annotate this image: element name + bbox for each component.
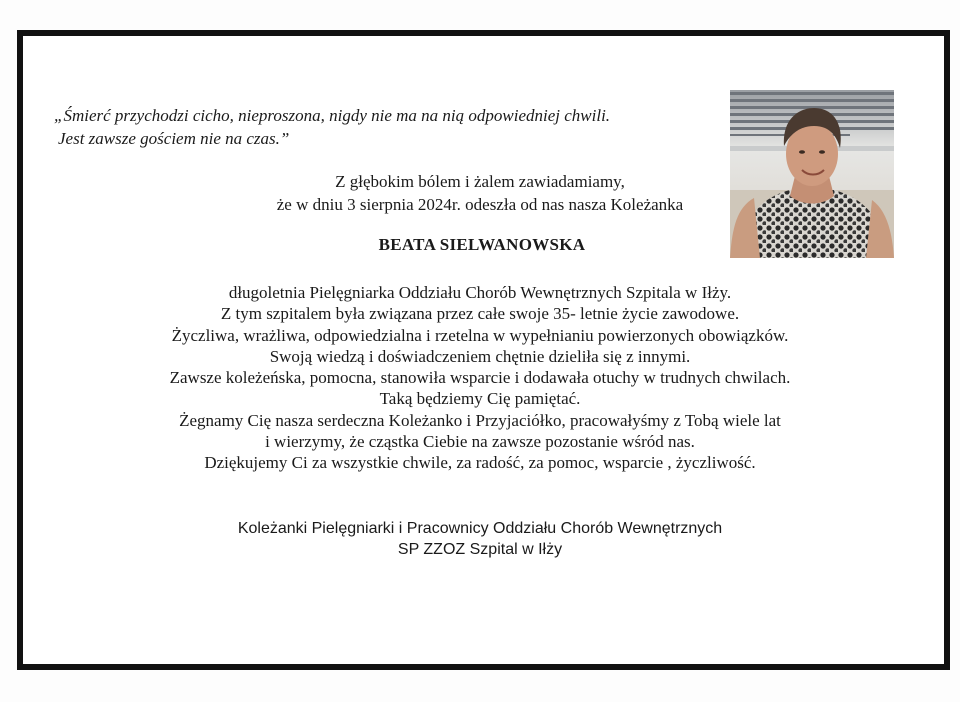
signature-line-2: SP ZZOZ Szpital w Iłży <box>397 541 563 558</box>
tribute-line: Dziękujemy Ci za wszystkie chwile, za radość, za pomoc, wsparcie , życzliwość. <box>204 453 756 473</box>
tribute-line: długoletnia Pielęgniarka Oddziału Chorób Wewnętrznych Szpitala w Iłży. <box>228 283 732 302</box>
quote-line-2: Jest zawsze gościem nie na czas.” <box>58 129 290 148</box>
tribute-line: Taką będziemy Cię pamiętać. <box>379 389 581 409</box>
signature <box>180 518 780 560</box>
opening-quote <box>54 104 694 150</box>
tribute-line: i wierzymy, że cząstka Ciebie na zawsze pozostanie wśród nas. <box>265 432 695 452</box>
signature-line-1: Koleżanki Pielęgniarki i Pracownicy Oddziału Chorób Wewnętrznych <box>237 520 723 537</box>
tribute-text <box>80 282 880 474</box>
tribute-line: Swoją wiedzą i doświadczeniem chętnie dzieliła się z innymi. <box>269 346 691 366</box>
tribute-line: Życzliwa, wrażliwa, odpowiedzialna i rzetelna w wypełnianiu powierzonych obowiązków. <box>171 325 789 345</box>
portrait-photo <box>730 90 894 258</box>
tribute-line: Zawsze koleżeńska, pomocna, stanowiła wsparcie i dodawała otuchy w trudnych chwilach. <box>169 368 791 388</box>
announcement <box>230 170 730 216</box>
deceased-name: BEATA SIELWANOWSKA <box>378 235 586 254</box>
quote-line-1: „Śmierć przychodzi cicho, nieproszona, nigdy nie ma na nią odpowiedniej chwili. <box>54 106 611 125</box>
announcement-line-2: że w dniu 3 sierpnia 2024r. odeszła od nas nasza Koleżanka <box>276 195 684 214</box>
announcement-line-1: Z głębokim bólem i żalem zawiadamiamy, <box>335 172 625 191</box>
tribute-line: Z tym szpitalem była związana przez całe swoje 35- letnie życie zawodowe. <box>220 304 740 324</box>
tribute-line: Żegnamy Cię nasza serdeczna Koleżanko i Przyjaciółko, pracowałyśmy z Tobą wiele lat <box>179 410 781 430</box>
